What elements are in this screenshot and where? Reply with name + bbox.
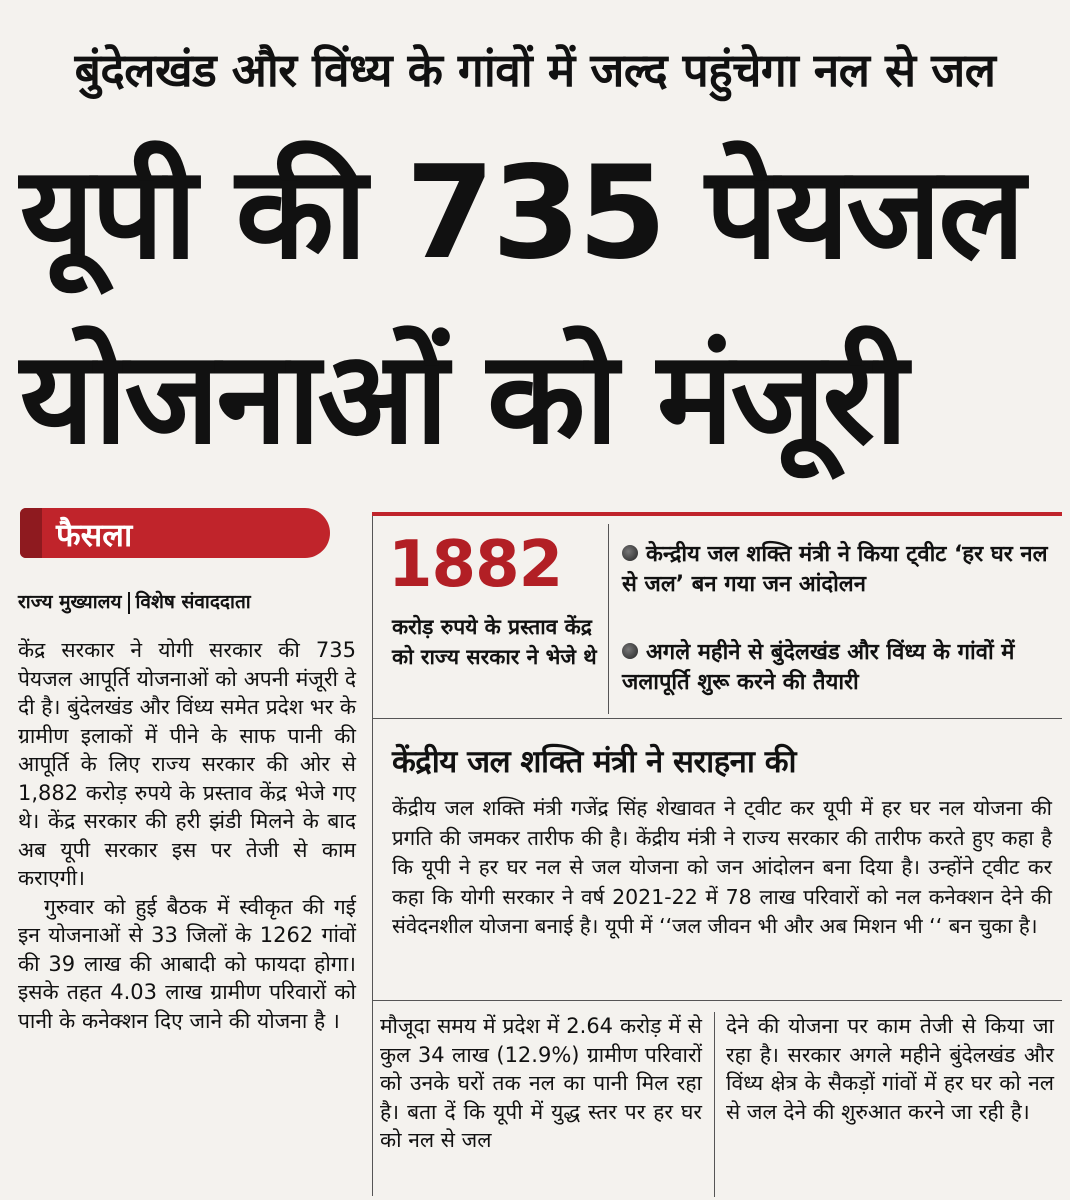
- bullet-dot-icon: [622, 643, 638, 659]
- section-tag-label: फैसला: [56, 516, 133, 554]
- box-body: केंद्रीय जल शक्ति मंत्री गजेंद्र सिंह शेखावत ने ट्वीट कर यूपी में हर घर नल योजना की प्रगति की जमकर तारीफ की है। केंद्रीय मंत्री ने राज्य सरकार की तारीफ करते हुए कहा है कि यूपी ने हर घर नल से जल योजना को जन आंदोलन बना दिया है। उन्होंने ट्वीट कर कहा कि योगी सरकार ने वर्ष 2021-22 में 78 लाख परिवारों को नल कनेक्शन देने की संवेदनशील योजना बनाई है। यूपी में ‘‘जल जीवन भी और अब मिशन भी ‘‘ बन चुका है।: [392, 796, 1052, 938]
- byline: [18, 588, 251, 614]
- section-tag: [20, 508, 330, 558]
- box-title: केंद्रीय जल शक्ति मंत्री ने सराहना की: [392, 744, 797, 780]
- factbox-number: 1882: [388, 528, 563, 602]
- bullet-dot-icon: [622, 545, 638, 561]
- column-rule-left: [372, 516, 373, 1196]
- factbox-bottom-rule: [372, 718, 1062, 719]
- byline-separator: [128, 592, 130, 614]
- bullet-text-2: अगले महीने से बुंदेलखंड और विंध्य के गांवों में जलापूर्ति शुरू करने की तैयारी: [622, 640, 1015, 695]
- article-paragraph-2: गुरुवार को हुई बैठक में स्वीकृत की गई इन योजनाओं से 33 जिलों के 1262 गांवों की 39 लाख की आबादी को फायदा होगा। इसके तहत 4.03 लाख ग्रामीण परिवारों को पानी के कनेक्शन दिए जाने की योजना है ।: [18, 894, 356, 1033]
- article-column-2: मौजूदा समय में प्रदेश में 2.64 करोड़ में से कुल 34 लाख (12.9%) ग्रामीण परिवारों को उनके घरों तक नल का पानी मिल रहा है। बता दें कि यूपी में युद्ध स्तर पर हर घर को नल से जल: [380, 1014, 702, 1152]
- main-headline-line-2: योजनाओं को मंजूरी: [20, 324, 905, 473]
- main-headline-line-1: यूपी की 735 पेयजल: [20, 139, 1023, 288]
- article-column-1: [18, 636, 356, 1035]
- article-column-3: देने की योजना पर काम तेजी से किया जा रहा है। सरकार अगले महीने बुंदेलखंड और विंध्य क्षेत्र के सैकड़ों गांवों में हर घर को नल से जल देने की शुरुआत करने जा रही है।: [726, 1014, 1054, 1124]
- box-bottom-rule: [372, 1000, 1062, 1001]
- bullet-item-1: [622, 540, 1062, 600]
- bullet-item-2: [622, 638, 1062, 698]
- factbox-divider: [608, 524, 609, 714]
- byline-place: राज्य मुख्यालय: [18, 591, 122, 613]
- byline-author: विशेष संवाददाता: [135, 591, 251, 613]
- article-paragraph-1: केंद्र सरकार ने योगी सरकार की 735 पेयजल आपूर्ति योजनाओं को अपनी मंजूरी दे दी है। बुंदेलखंड और विंध्य समेत प्रदेश भर के ग्रामीण इलाकों में पीने के साफ पानी की आपूर्ति के लिए राज्य सरकार की ओर से 1,882 करोड़ रुपये के प्रस्ताव केंद्र भेजे गए थे। केंद्र सरकार की हरी झंडी मिलने के बाद अब यूपी सरकार इस पर तेजी से काम कराएगी।: [18, 638, 356, 890]
- kicker-headline: बुंदेलखंड और विंध्य के गांवों में जल्द पहुंचेगा नल से जल: [74, 43, 996, 97]
- factbox-description: करोड़ रुपये के प्रस्ताव केंद्र को राज्य सरकार ने भेजे थे: [392, 615, 597, 669]
- bullet-text-1: केन्द्रीय जल शक्ति मंत्री ने किया ट्वीट ‘हर घर नल से जल’ बन गया जन आंदोलन: [622, 542, 1048, 597]
- factbox-top-rule: [372, 512, 1062, 516]
- tag-strip-decoration: [20, 508, 42, 558]
- column-rule-right: [714, 1012, 715, 1197]
